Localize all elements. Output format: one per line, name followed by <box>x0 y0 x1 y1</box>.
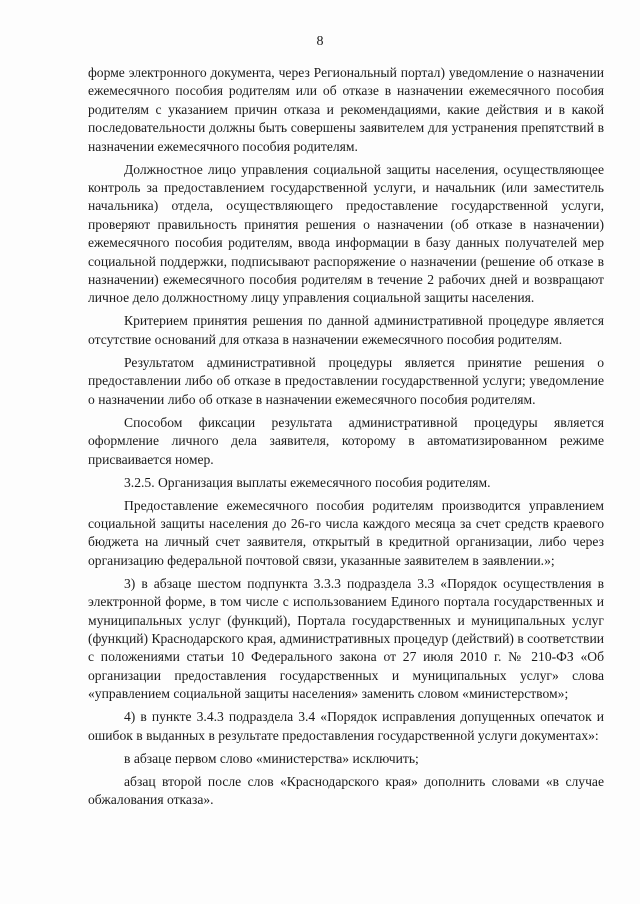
paragraph-4: Результатом административной процедуры является принятие решения о предоставлении либо об отказе в предоставлении государственной услуги; уведомление о назначении либо об отказе в назначении ежемесячного пособия родителям. <box>88 354 604 407</box>
paragraph-1: форме электронного документа, через Региональный портал) уведомление о назначении ежемесячного пособия родителям или об отказе в назначении ежемесячного пособия родителям с указанием причин отказа и рекомендациями, какие действия и в какой последовательности должны быть совершены заявителем для устранения препятствий в назначении ежемесячного пособия родителям. <box>88 65 604 154</box>
page-number: 8 <box>316 34 324 49</box>
paragraph-6: 3.2.5. Организация выплаты ежемесячного пособия родителям. <box>124 474 491 490</box>
paragraph-11: абзац второй после слов «Краснодарского края» дополнить словами «в случае обжалования отказа». <box>88 773 604 807</box>
paragraph-2: Должностное лицо управления социальной защиты населения, осуществляющее контроль за предоставлением государственной услуги, и начальник (или заместитель начальника) отдела, осуществляющего предоставление государственной услуги, проверяют правильность принятия решения о назначении (об отказе в назначении) ежемесячного пособия родителям, ввода информации в базу данных получателей мер социальной поддержки, подписывают распоряжение о назначении (решение об отказе в назначении) ежемесячного пособия родителям в течение 2 рабочих дней и возвращают личное дело должностному лицу управления социальной защиты населения. <box>88 161 604 306</box>
paragraph-10: в абзаце первом слово «министерства» исключить; <box>124 750 419 766</box>
paragraph-8: 3) в абзаце шестом подпункта 3.3.3 подраздела 3.3 «Порядок осуществления в электронной форме, в том числе с использованием Единого портала государственных и муниципальных услуг (функций), Портала государственных и муниципальных услуг (функций) Краснодарского края, административных процедур (действий) в соответствии с положениями статьи 10 Федерального закона от 27 июля 2010 г. № 210-ФЗ «Об организации предоставления государственных и муниципальных услуг» слова «управлением социальной защиты населения» заменить словом «министерством»; <box>88 575 604 702</box>
paragraph-3: Критерием принятия решения по данной административной процедуре является отсутствие оснований для отказа в назначении ежемесячного пособия родителям. <box>88 313 604 347</box>
paragraph-5: Способом фиксации результата административной процедуры является оформление личного дела заявителя, которому в автоматизированном режиме присваивается номер. <box>88 414 604 467</box>
paragraph-7: Предоставление ежемесячного пособия родителям производится управлением социальной защиты населения до 26-го числа каждого месяца за счет средств краевого бюджета на личный счет заявителя, открытый в кредитной организации, либо через организацию федеральной почтовой связи, указанные заявителем в заявлении.»; <box>88 497 604 568</box>
paragraph-9: 4) в пункте 3.4.3 подраздела 3.4 «Порядок исправления допущенных опечаток и ошибок в выданных в результате предоставления государственной услуги документах»: <box>88 709 604 743</box>
document-body <box>88 64 604 814</box>
